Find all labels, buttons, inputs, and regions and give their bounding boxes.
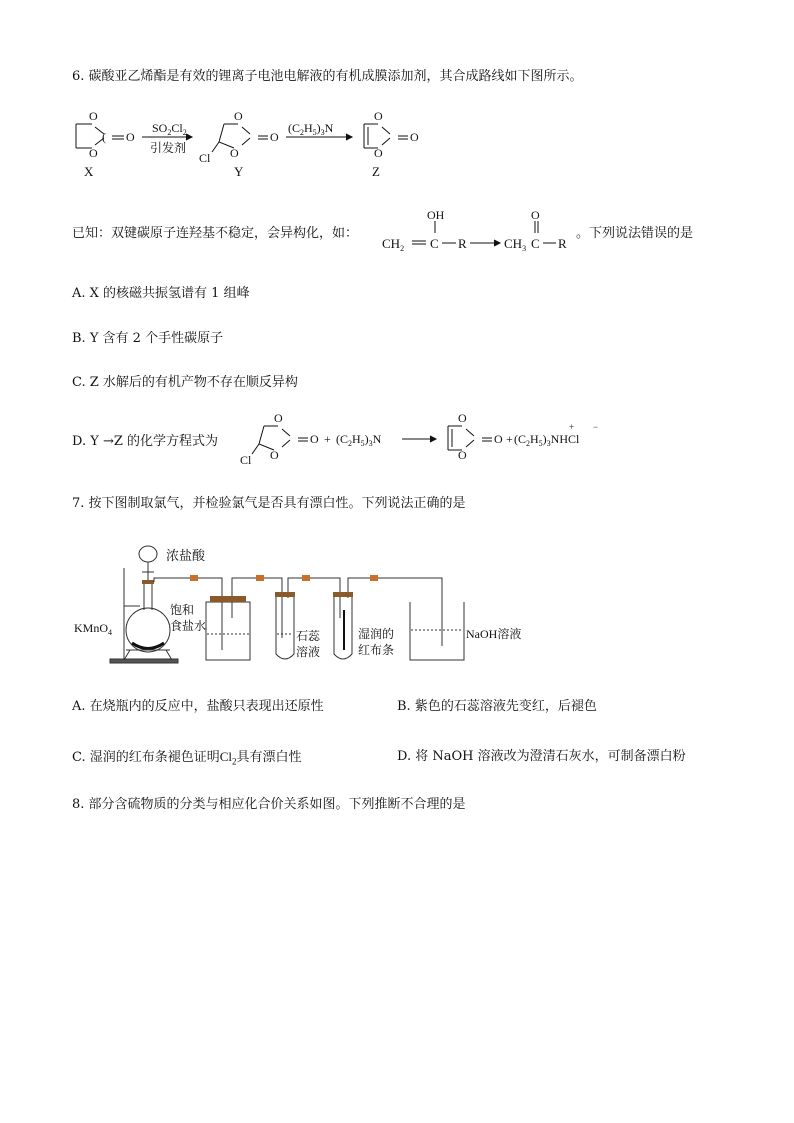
litmus-label-2: 溶液	[296, 645, 321, 659]
c-text-2: C	[531, 236, 540, 251]
r-text-2: R	[558, 236, 567, 251]
q6-option-a: A. X 的核磁共振氢谱有 1 组峰	[72, 286, 250, 301]
z-ring-o-bottom: O	[374, 146, 383, 160]
d-z-carbonyl-o: O	[494, 432, 503, 446]
q8-stem: 8. 部分含硫物质的分类与相应化合价关系如图。下列推断不合理的是	[72, 797, 466, 812]
y-cl: Cl	[199, 151, 211, 165]
d-product: $(C_2H_5)_3NHCl$	[514, 432, 580, 448]
y-carbonyl-o: O	[270, 130, 279, 144]
naoh-label: NaOH溶液	[466, 627, 522, 641]
q6-known-equation	[380, 205, 580, 255]
r-text-1: R	[458, 236, 467, 251]
cloth-label-1: 湿润的	[358, 627, 395, 641]
x-label: X	[84, 164, 94, 179]
d-reagent: $(C_2H_5)_3N$	[336, 432, 382, 448]
kmno4-label: KMnO$_4$	[74, 621, 113, 637]
conc-hcl-label: 浓盐酸	[166, 548, 206, 563]
q6-option-c: C. Z 水解后的有机产物不存在顺反异构	[72, 375, 298, 390]
q7-stem: 7. 按下图制取氯气，并检验氯气是否具有漂白性。下列说法正确的是	[72, 496, 466, 511]
ch2-text: $CH_2$	[382, 236, 405, 253]
q7-option-a: A. 在烧瓶内的反应中，盐酸只表现出还原性	[72, 699, 324, 714]
z-carbonyl-o: O	[410, 130, 419, 144]
y-ring-o-bottom: O	[230, 146, 239, 160]
q6-synthesis-scheme	[62, 110, 442, 182]
o-text: O	[531, 208, 540, 222]
q7-option-c-pre: C. 湿润的红布条褪色证明	[72, 750, 220, 765]
y-label: Y	[234, 164, 244, 179]
reagent1-bottom: 引发剂	[150, 141, 187, 155]
q6-option-d-equation	[238, 412, 618, 470]
d-plus-2: +	[506, 432, 513, 446]
q7-option-d: D. 将 NaOH 溶液改为澄清石灰水，可制备漂白粉	[397, 749, 686, 764]
sat-brine-label-1: 饱和	[170, 603, 195, 617]
y-ring-o-top: O	[234, 109, 243, 123]
d-minus-charge: −	[593, 422, 599, 432]
q6-stem: 6. 碳酸亚乙烯酯是有效的锂离子电池电解液的有机成膜添加剂，其合成路线如下图所示。	[72, 69, 583, 84]
x-carbonyl-o: O	[126, 130, 135, 144]
oh-text: OH	[427, 208, 445, 222]
d-y-carbonyl-o: O	[310, 432, 319, 446]
sat-brine-label-2: 食盐水	[170, 619, 207, 633]
q6-option-d-prefix: D. Y →Z 的化学方程式为	[72, 434, 218, 449]
q6-option-b: B. Y 含有 2 个手性碳原子	[72, 331, 224, 346]
q7-option-c	[72, 748, 302, 771]
q7-option-c-chem: $Cl_2$	[219, 749, 237, 767]
c-text-1: C	[430, 236, 439, 251]
q6-known-prefix: 已知：双键碳原子连羟基不稳定，会异构化，如：	[72, 226, 359, 241]
q7-apparatus-diagram	[70, 538, 540, 668]
reagent2-top: $(C_2H_5)_3N$	[288, 121, 334, 137]
q6-known-suffix: 。下列说法错误的是	[576, 226, 694, 241]
q7-option-c-post: 具有漂白性	[236, 750, 302, 765]
d-plus-charge: +	[569, 422, 575, 432]
x-ring-c: (	[102, 130, 106, 144]
cloth-label-2: 红布条	[358, 643, 395, 657]
q7-option-b: B. 紫色的石蕊溶液先变红，后褪色	[397, 699, 597, 714]
ch3-text: $CH_3$	[504, 236, 527, 253]
d-y-o-bottom: O	[270, 448, 279, 462]
litmus-label-1: 石蕊	[296, 629, 321, 643]
z-label: Z	[372, 164, 380, 179]
z-ring-o-top: O	[374, 109, 383, 123]
x-ring-o-bottom: O	[89, 146, 98, 160]
d-y-cl: Cl	[240, 453, 252, 467]
x-ring-o-top: O	[89, 109, 98, 123]
reagent1-top: $SO_2Cl_2$	[152, 121, 187, 137]
d-z-o-top: O	[458, 411, 467, 425]
d-z-o-bottom: O	[458, 448, 467, 462]
d-y-o-top: O	[274, 411, 283, 425]
d-plus-1: +	[324, 432, 331, 446]
